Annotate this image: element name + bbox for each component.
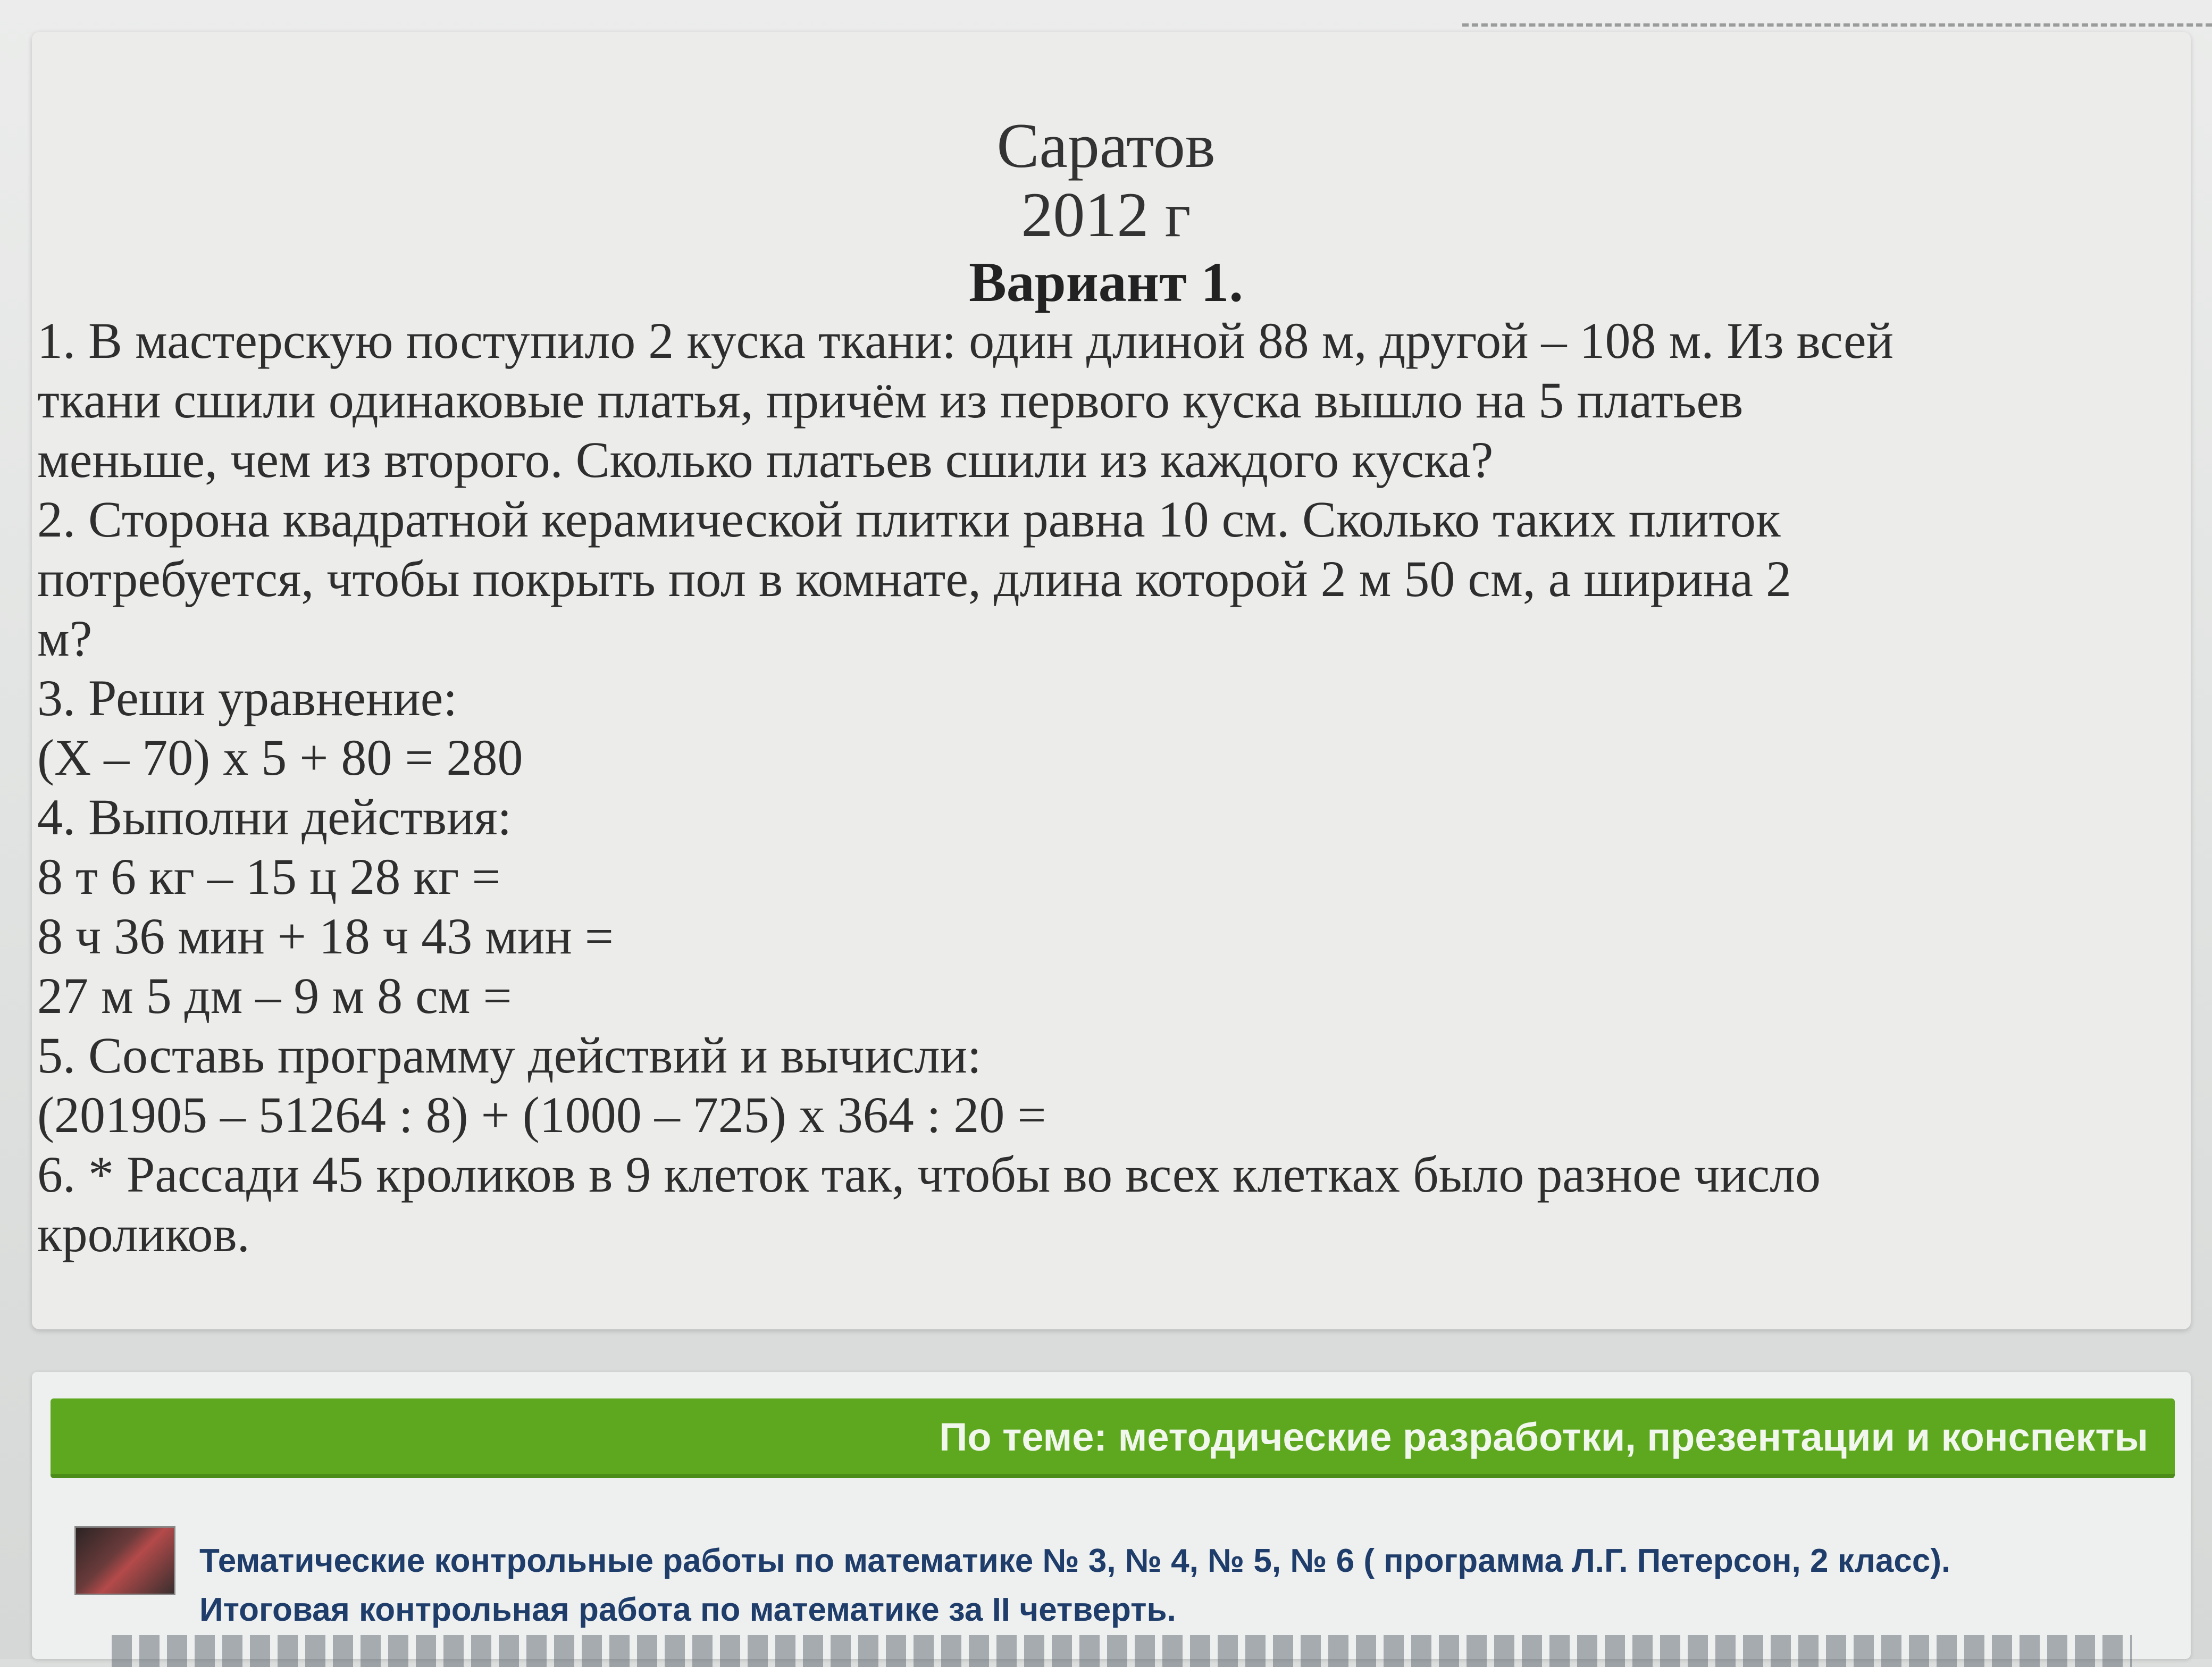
document-city: Саратов bbox=[996, 110, 1216, 181]
task-line: (Х – 70) х 5 + 80 = 280 bbox=[37, 729, 523, 786]
task-list bbox=[37, 311, 2196, 1264]
related-item-thumbnail[interactable] bbox=[74, 1526, 175, 1595]
task-line: 4. Выполни действия: bbox=[37, 789, 512, 845]
task-line: 6. * Рассади 45 кроликов в 9 клеток так, чтобы во всех клетках было разное число bbox=[37, 1146, 1821, 1203]
task-line: потребуется, чтобы покрыть пол в комнате, длина которой 2 м 50 см, а ширина 2 bbox=[37, 550, 1791, 607]
top-divider bbox=[1462, 23, 2212, 27]
task-line: 27 м 5 дм – 9 м 8 см = bbox=[37, 967, 512, 1024]
task-line: ткани сшили одинаковые платья, причём из первого куска вышло на 5 платьев bbox=[37, 372, 1744, 429]
task-line: м? bbox=[37, 610, 93, 667]
task-line: меньше, чем из второго. Сколько платьев сшили из каждого куска? bbox=[37, 431, 1494, 488]
task-line: 8 т 6 кг – 15 ц 28 кг = bbox=[37, 848, 501, 905]
variant-heading: Вариант 1. bbox=[969, 251, 1243, 313]
document-year: 2012 г bbox=[1021, 179, 1191, 250]
task-line: (201905 – 51264 : 8) + (1000 – 725) х 364 : 20 = bbox=[37, 1086, 1046, 1143]
related-item-title-line2[interactable]: Итоговая контрольная работа по математике за II четверть. bbox=[199, 1591, 1176, 1628]
related-header-bar bbox=[51, 1398, 2175, 1478]
task-line: 2. Сторона квадратной керамической плитки равна 10 см. Сколько таких плиток bbox=[37, 491, 1781, 548]
truncated-description bbox=[112, 1635, 2132, 1667]
task-line: 5. Составь программу действий и вычисли: bbox=[37, 1027, 982, 1084]
related-header-title: По теме: методические разработки, презентации и конспекты bbox=[939, 1415, 2148, 1459]
task-line: кроликов. bbox=[37, 1205, 250, 1262]
task-line: 1. В мастерскую поступило 2 куска ткани: один длиной 88 м, другой – 108 м. Из всей bbox=[37, 312, 1894, 369]
task-line: 8 ч 36 мин + 18 ч 43 мин = bbox=[37, 908, 614, 965]
task-line: 3. Реши уравнение: bbox=[37, 669, 457, 726]
related-item-link[interactable] bbox=[199, 1537, 1950, 1635]
related-item-title-line1[interactable]: Тематические контрольные работы по математике № 3, № 4, № 5, № 6 ( программа Л.Г. Петерсон, 2 класс). bbox=[199, 1543, 1951, 1579]
